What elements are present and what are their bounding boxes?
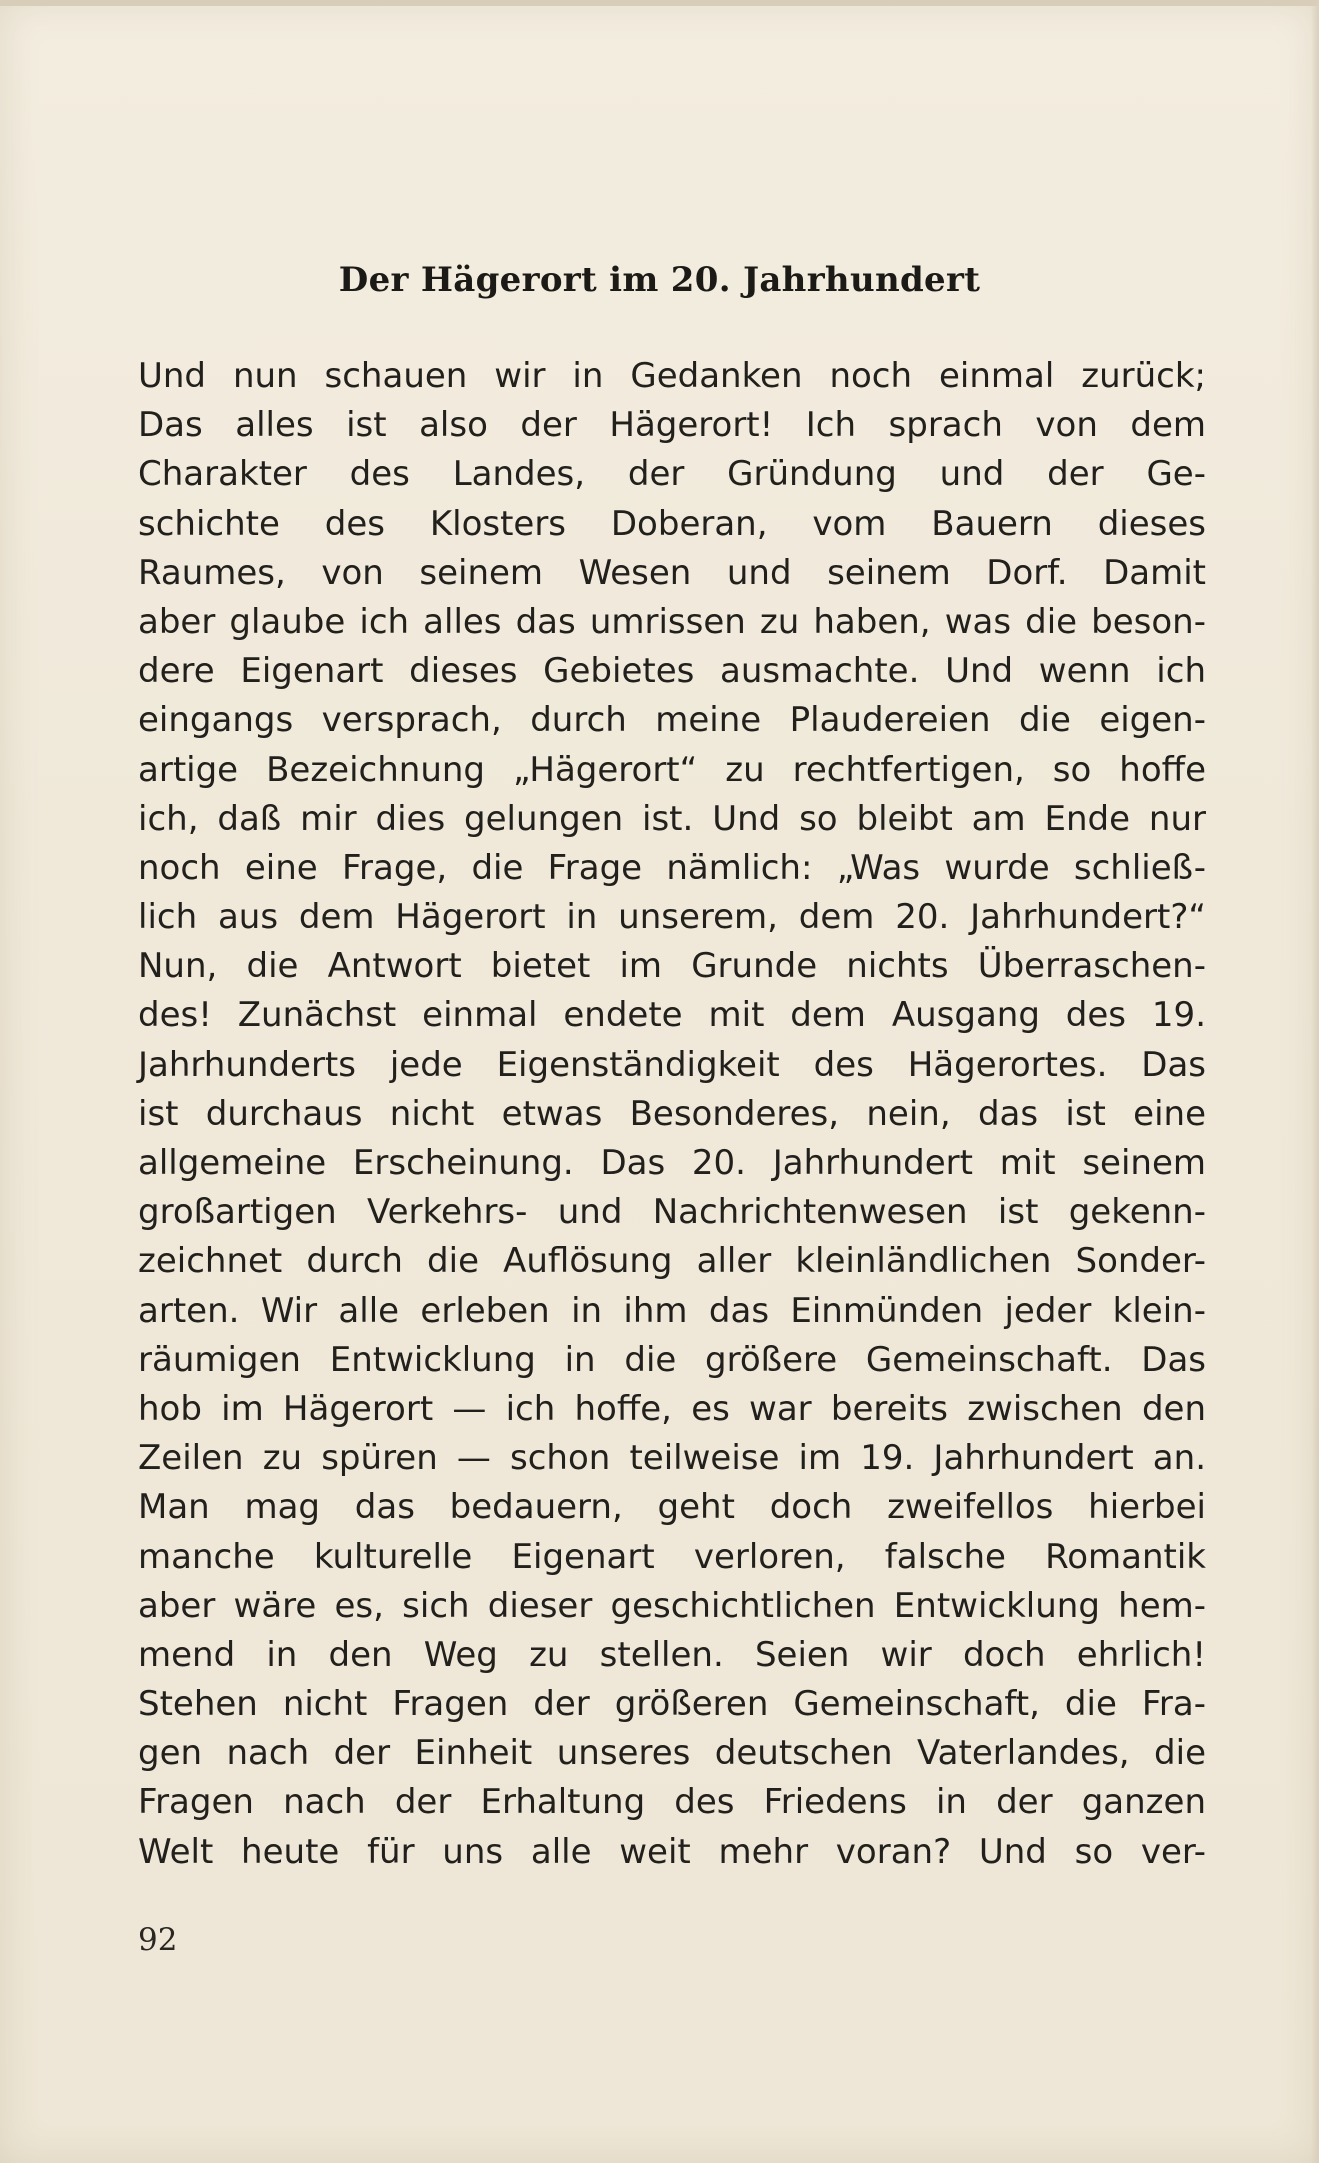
text-line: aber wäre es, sich dieser geschichtlichen Entwicklung hem- <box>138 1585 1206 1626</box>
text-line: noch eine Frage, die Frage nämlich: „Was wurde schließ- <box>138 847 1206 888</box>
text-line: des! Zunächst einmal endete mit dem Ausgang des 19. <box>138 995 1206 1036</box>
text-line: Jahrhunderts jede Eigenständigkeit des Hägerortes. Das <box>138 1044 1206 1085</box>
text-line: ich, daß mir dies gelungen ist. Und so bleibt am Ende nur <box>138 798 1206 839</box>
text-line: Charakter des Landes, der Gründung und der Ge- <box>138 454 1206 495</box>
text-line: schichte des Klosters Doberan, vom Bauern dieses <box>138 503 1206 544</box>
text-line: mend in den Weg zu stellen. Seien wir doch ehrlich! <box>138 1634 1206 1675</box>
text-line: gen nach der Einheit unseres deutschen Vaterlandes, die <box>138 1733 1206 1774</box>
text-line: Raumes, von seinem Wesen und seinem Dorf. Damit <box>138 552 1206 593</box>
text-line: arten. Wir alle erleben in ihm das Einmünden jeder klein- <box>138 1290 1206 1331</box>
text-line: Stehen nicht Fragen der größeren Gemeinschaft, die Fra- <box>138 1684 1206 1725</box>
text-line: Nun, die Antwort bietet im Grunde nichts Überraschen- <box>138 946 1206 987</box>
text-line: ist durchaus nicht etwas Besonderes, nein, das ist eine <box>138 1093 1206 1134</box>
text-line: aber glaube ich alles das umrissen zu haben, was die beson- <box>138 601 1206 642</box>
chapter-heading: Der Hägerort im 20. Jahrhundert <box>338 260 981 300</box>
text-line: allgemeine Erscheinung. Das 20. Jahrhundert mit seinem <box>138 1143 1206 1183</box>
text-line: räumigen Entwicklung in die größere Gemeinschaft. Das <box>138 1339 1206 1380</box>
text-line: großartigen Verkehrs- und Nachrichtenwesen ist gekenn- <box>138 1192 1206 1233</box>
page-number: 92 <box>138 1922 178 1958</box>
text-line: eingangs versprach, durch meine Plaudereien die eigen- <box>138 700 1206 741</box>
text-line: Zeilen zu spüren — schon teilweise im 19. Jahrhundert an. <box>138 1438 1206 1479</box>
text-line: Welt heute für uns alle weit mehr voran? Und so ver- <box>138 1831 1206 1872</box>
text-line: Man mag das bedauern, geht doch zweifellos hierbei <box>138 1487 1206 1528</box>
text-line: lich aus dem Hägerort in unserem, dem 20. Jahrhundert?“ <box>138 897 1206 938</box>
text-line: zeichnet durch die Auflösung aller kleinländlichen Sonder- <box>138 1241 1206 1282</box>
text-line: manche kulturelle Eigenart verloren, falsche Romantik <box>138 1536 1206 1577</box>
text-line: Fragen nach der Erhaltung des Friedens in der ganzen <box>138 1782 1206 1823</box>
body-text <box>138 352 1206 1877</box>
text-line: artige Bezeichnung „Hägerort“ zu rechtfertigen, so hoffe <box>138 749 1206 790</box>
text-line: Das alles ist also der Hägerort! Ich sprach von dem <box>138 405 1206 446</box>
text-line: dere Eigenart dieses Gebietes ausmachte. Und wenn ich <box>138 651 1206 692</box>
text-line: hob im Hägerort — ich hoffe, es war bereits zwischen den <box>138 1388 1206 1429</box>
text-line: Und nun schauen wir in Gedanken noch einmal zurück; <box>138 356 1206 396</box>
page-right-edge <box>1311 0 1319 2163</box>
page-top-edge <box>0 0 1319 6</box>
